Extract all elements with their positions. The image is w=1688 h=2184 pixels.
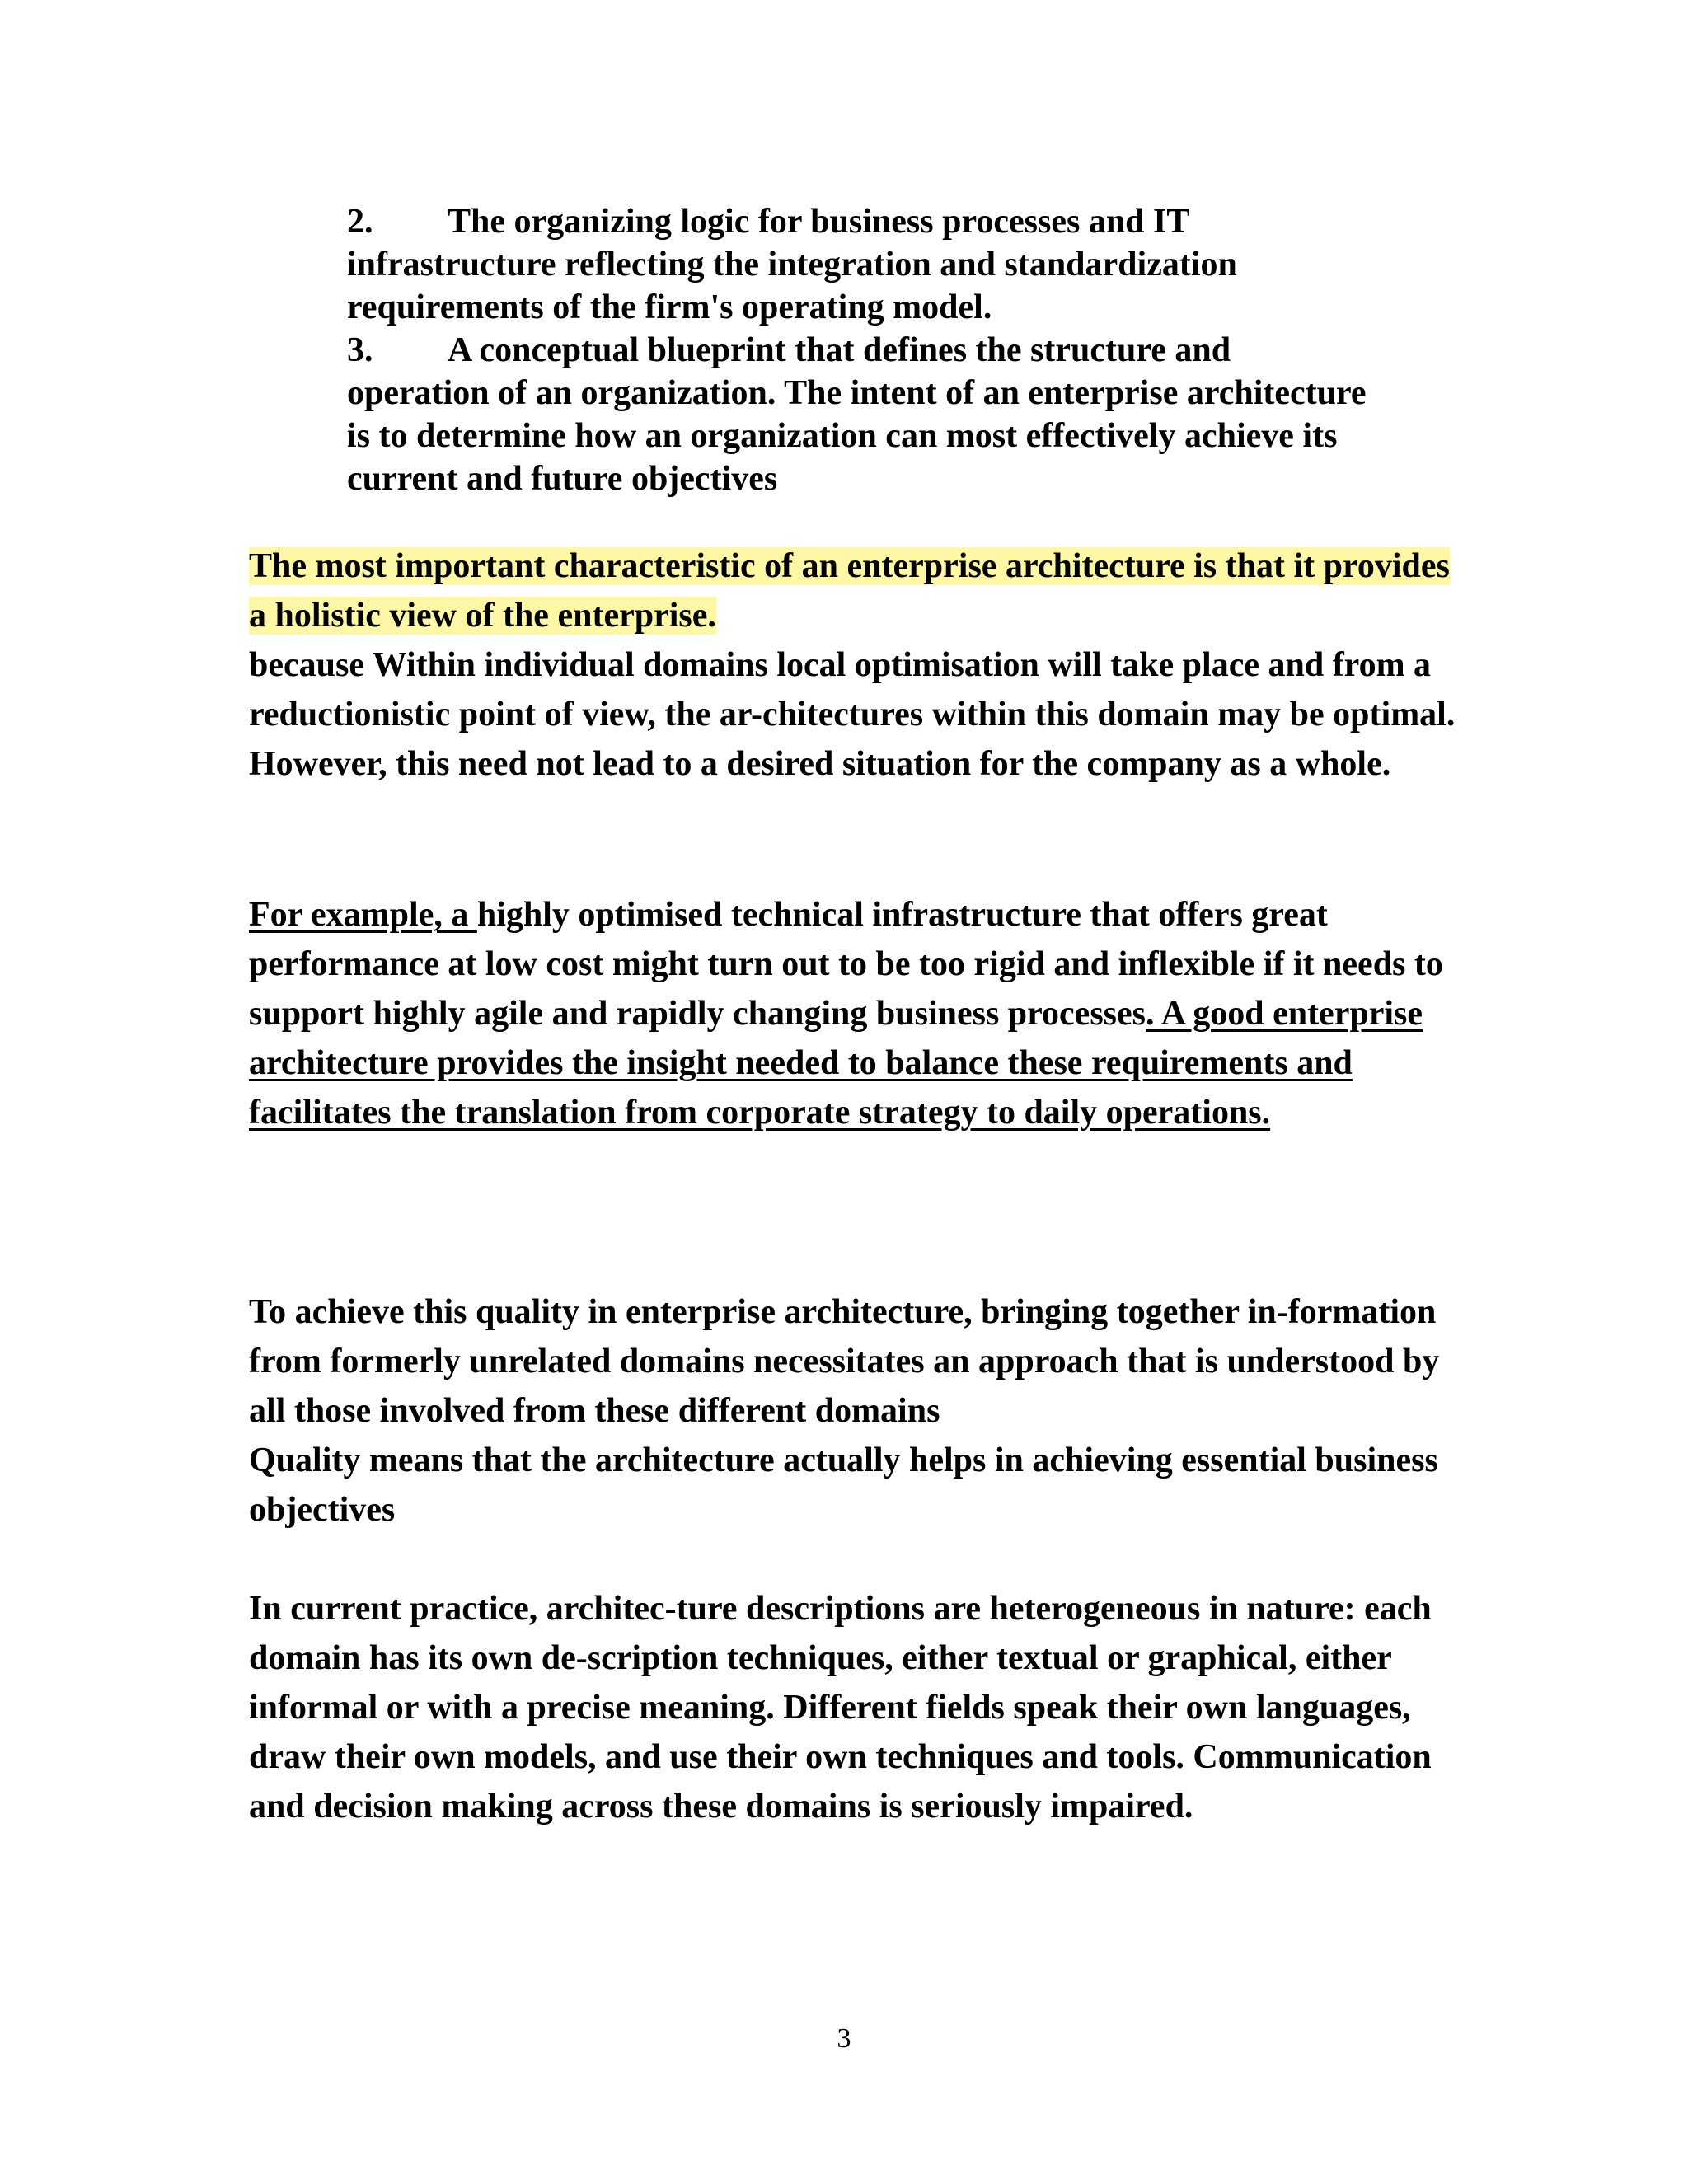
holistic-view-paragraph <box>249 541 1461 789</box>
underlined-lead: For example, a <box>249 896 477 934</box>
current-practice-text: In current practice, architec-ture descriptions are heterogeneous in nature: each domain has its own de-scription techniques, either textual or graphical, either informal or with a precise meaning. Different fields speak their own languages, draw their own models, and use their own techniques and tools. Communication and decision making across these domains is seriously impaired. <box>249 1590 1432 1825</box>
quality-definition: Quality means that the architecture actually helps in achieving essential business objectives <box>249 1441 1438 1529</box>
highlighted-statement: The most important characteristic of an enterprise architecture is that it provides a holistic view of the enterprise. <box>249 547 1450 635</box>
current-practice-paragraph <box>249 1584 1461 1831</box>
quality-text: To achieve this quality in enterprise architecture, bringing together in-formation from formerly unrelated domains necessitates an approach that is understood by all those involved from these different domains <box>249 1293 1440 1430</box>
underlined-conclusion: . A good enterprise architecture provides the insight needed to balance these requirements and facilitates the translation from corporate strategy to daily operations. <box>249 995 1423 1132</box>
quality-paragraph <box>249 1287 1461 1535</box>
list-item-text: A conceptual blueprint that defines the structure and operation of an organization. The intent of an enterprise architecture is to determine how an organization can most effectively achieve its current and future objectives <box>347 331 1367 498</box>
list-item <box>347 200 1369 329</box>
list-item-text: The organizing logic for business processes and IT infrastructure reflecting the integration and standardization requirements of the firm's operating model. <box>347 203 1237 326</box>
numbered-list <box>347 200 1369 500</box>
example-paragraph <box>249 890 1461 1137</box>
page-number: 3 <box>837 2023 851 2054</box>
list-item-number: 3. <box>347 331 373 369</box>
list-item-number: 2. <box>347 203 373 241</box>
example-text: highly optimised technical infrastructure that offers great performance at low cost might turn out to be too rigid and inflexible if it needs to support highly agile and rapidly changing business processes <box>249 896 1443 1033</box>
list-item <box>347 329 1369 500</box>
explanation-text: because Within individual domains local optimisation will take place and from a reductionistic point of view, the ar-chitectures within this domain may be optimal. However, this need not lead to a desired situation for the company as a whole. <box>249 646 1456 783</box>
